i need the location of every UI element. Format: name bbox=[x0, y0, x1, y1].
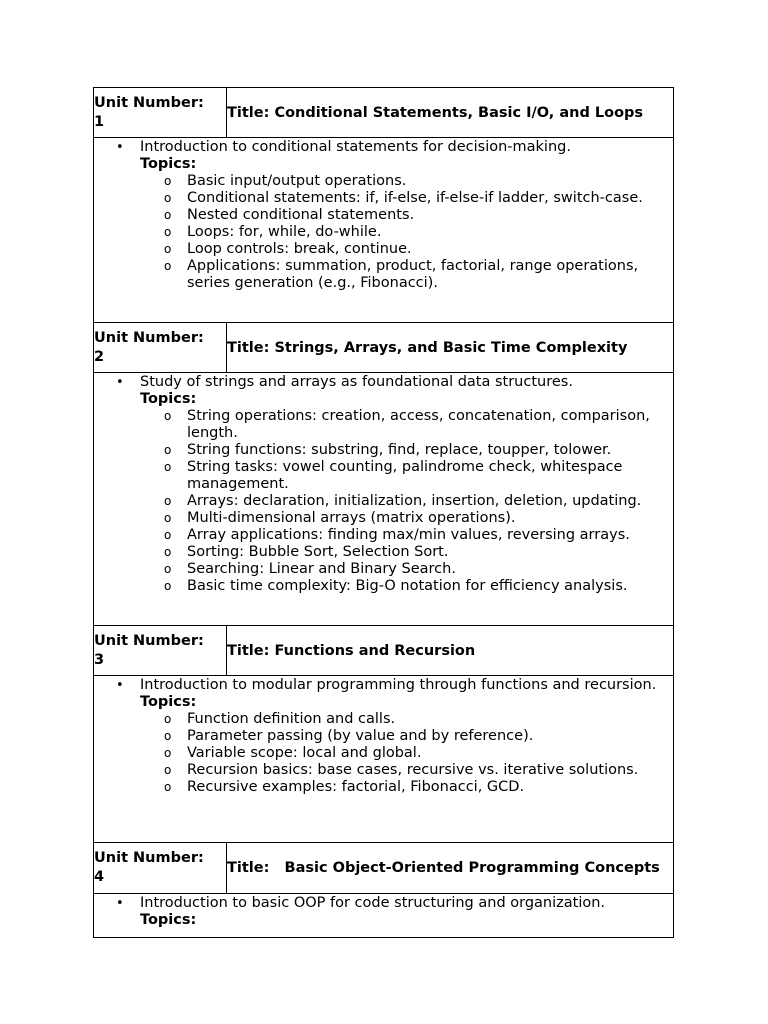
unit-content-cell bbox=[94, 894, 674, 938]
circle-bullet-icon: o bbox=[164, 729, 172, 743]
topic-item bbox=[94, 728, 673, 745]
topic-text: Applications: summation, product, factorial, range operations, series generation (e.g., Fibonacci). bbox=[187, 258, 639, 291]
circle-bullet-icon: o bbox=[164, 174, 172, 188]
topics-label: Topics: bbox=[140, 156, 197, 172]
bullet-icon: • bbox=[116, 678, 124, 693]
topic-item bbox=[94, 258, 673, 292]
unit-number-cell bbox=[94, 88, 227, 138]
circle-bullet-icon: o bbox=[164, 511, 172, 525]
topic-item bbox=[94, 459, 673, 493]
syllabus-table bbox=[93, 87, 674, 938]
topics-label: Topics: bbox=[140, 694, 197, 710]
unit-intro-text: Study of strings and arrays as foundational data structures. bbox=[140, 374, 573, 390]
topic-text: Variable scope: local and global. bbox=[187, 745, 422, 761]
unit-intro bbox=[94, 374, 673, 391]
topic-item bbox=[94, 442, 673, 459]
topic-text: String functions: substring, find, replace, toupper, tolower. bbox=[187, 442, 612, 458]
circle-bullet-icon: o bbox=[164, 562, 172, 576]
topic-item bbox=[94, 561, 673, 578]
circle-bullet-icon: o bbox=[164, 579, 172, 593]
topic-item bbox=[94, 190, 673, 207]
topic-item bbox=[94, 745, 673, 762]
topic-text: String operations: creation, access, concatenation, comparison, length. bbox=[187, 408, 650, 441]
topic-item bbox=[94, 527, 673, 544]
topic-text: Searching: Linear and Binary Search. bbox=[187, 561, 456, 577]
unit-number-label: Unit Number: bbox=[94, 329, 204, 346]
circle-bullet-icon: o bbox=[164, 763, 172, 777]
unit-header-row bbox=[94, 843, 674, 894]
topic-item bbox=[94, 578, 673, 595]
topic-item bbox=[94, 241, 673, 258]
topics-label: Topics: bbox=[140, 912, 197, 928]
topic-text: Recursion basics: base cases, recursive vs. iterative solutions. bbox=[187, 762, 639, 778]
bullet-icon: • bbox=[116, 140, 124, 155]
unit-header-row bbox=[94, 323, 674, 373]
unit-intro bbox=[94, 139, 673, 156]
topic-text: Multi-dimensional arrays (matrix operations). bbox=[187, 510, 516, 526]
topic-item bbox=[94, 173, 673, 190]
unit-content-cell bbox=[94, 138, 674, 323]
unit-number-value: 3 bbox=[94, 651, 105, 668]
topic-item bbox=[94, 224, 673, 241]
bullet-icon: • bbox=[116, 375, 124, 390]
topic-item bbox=[94, 510, 673, 527]
unit-number-label: Unit Number: bbox=[94, 94, 204, 111]
topic-text: Array applications: finding max/min values, reversing arrays. bbox=[187, 527, 630, 543]
circle-bullet-icon: o bbox=[164, 545, 172, 559]
unit-number-label: Unit Number: bbox=[94, 850, 204, 866]
topic-text: Parameter passing (by value and by reference). bbox=[187, 728, 534, 744]
circle-bullet-icon: o bbox=[164, 712, 172, 726]
circle-bullet-icon: o bbox=[164, 746, 172, 760]
topic-list bbox=[94, 711, 673, 796]
bullet-icon: • bbox=[116, 896, 124, 911]
circle-bullet-icon: o bbox=[164, 225, 172, 239]
topic-item bbox=[94, 762, 673, 779]
topic-text: String tasks: vowel counting, palindrome check, whitespace management. bbox=[187, 459, 623, 492]
unit-content-row bbox=[94, 676, 674, 843]
topic-text: Loops: for, while, do-while. bbox=[187, 224, 382, 240]
unit-number-label: Unit Number: bbox=[94, 632, 204, 649]
topic-item bbox=[94, 408, 673, 442]
topic-text: Arrays: declaration, initialization, insertion, deletion, updating. bbox=[187, 493, 642, 509]
unit-intro bbox=[94, 895, 673, 912]
unit-number-cell bbox=[94, 626, 227, 676]
unit-content-cell bbox=[94, 676, 674, 843]
unit-title: Title: Functions and Recursion bbox=[227, 626, 674, 676]
unit-content-cell bbox=[94, 373, 674, 626]
unit-intro bbox=[94, 677, 673, 694]
unit-number-cell bbox=[94, 843, 227, 894]
unit-title: Title: Strings, Arrays, and Basic Time Complexity bbox=[227, 323, 674, 373]
topic-item bbox=[94, 779, 673, 796]
circle-bullet-icon: o bbox=[164, 242, 172, 256]
circle-bullet-icon: o bbox=[164, 460, 172, 474]
circle-bullet-icon: o bbox=[164, 208, 172, 222]
unit-intro-text: Introduction to basic OOP for code structuring and organization. bbox=[140, 895, 606, 911]
unit-number-value: 1 bbox=[94, 113, 105, 130]
circle-bullet-icon: o bbox=[164, 528, 172, 542]
topic-item bbox=[94, 711, 673, 728]
topics-label: Topics: bbox=[140, 391, 197, 407]
topic-text: Basic time complexity: Big-O notation for efficiency analysis. bbox=[187, 578, 628, 594]
unit-header-row bbox=[94, 626, 674, 676]
unit-header-row bbox=[94, 88, 674, 138]
unit-intro-text: Introduction to conditional statements for decision-making. bbox=[140, 139, 571, 155]
topic-list bbox=[94, 408, 673, 595]
unit-content-row bbox=[94, 894, 674, 938]
topic-text: Nested conditional statements. bbox=[187, 207, 415, 223]
topic-item bbox=[94, 207, 673, 224]
unit-intro-text: Introduction to modular programming through functions and recursion. bbox=[140, 677, 657, 693]
unit-number-value: 4 bbox=[94, 869, 105, 885]
unit-number-value: 2 bbox=[94, 348, 105, 365]
topic-text: Loop controls: break, continue. bbox=[187, 241, 412, 257]
topic-item bbox=[94, 493, 673, 510]
circle-bullet-icon: o bbox=[164, 780, 172, 794]
unit-content-row bbox=[94, 138, 674, 323]
topic-item bbox=[94, 544, 673, 561]
topic-text: Basic input/output operations. bbox=[187, 173, 407, 189]
circle-bullet-icon: o bbox=[164, 259, 172, 273]
topic-text: Conditional statements: if, if-else, if-else-if ladder, switch-case. bbox=[187, 190, 643, 206]
topic-text: Function definition and calls. bbox=[187, 711, 396, 727]
topic-text: Sorting: Bubble Sort, Selection Sort. bbox=[187, 544, 449, 560]
circle-bullet-icon: o bbox=[164, 443, 172, 457]
unit-content-row bbox=[94, 373, 674, 626]
topic-list bbox=[94, 173, 673, 292]
circle-bullet-icon: o bbox=[164, 191, 172, 205]
unit-title: Title: Basic Object-Oriented Programming Concepts bbox=[227, 843, 674, 894]
topic-text: Recursive examples: factorial, Fibonacci, GCD. bbox=[187, 779, 525, 795]
circle-bullet-icon: o bbox=[164, 494, 172, 508]
unit-title: Title: Conditional Statements, Basic I/O, and Loops bbox=[227, 88, 674, 138]
circle-bullet-icon: o bbox=[164, 409, 172, 423]
unit-number-cell bbox=[94, 323, 227, 373]
